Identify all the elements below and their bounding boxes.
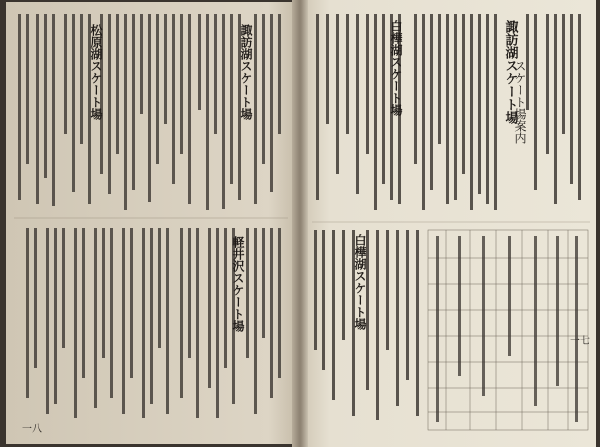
- heading-karuizawa: 軽井沢スケート場: [231, 236, 245, 332]
- heading-suwa-guide: 諏訪湖スケート場: [502, 20, 518, 124]
- heading-matsubara: 松原湖スケート場: [89, 24, 103, 120]
- right-page-number: 一七: [570, 336, 590, 347]
- section-title: スケート場案内: [513, 60, 527, 144]
- heading-shirakaba: 白樺湖スケート場: [353, 234, 367, 330]
- gutter: [292, 0, 308, 447]
- left-page-number: 一八: [22, 424, 42, 435]
- heading-shirakaba-guide: 白樺湖スケート場: [389, 20, 403, 116]
- heading-suwa: 諏訪湖スケート場: [239, 24, 253, 120]
